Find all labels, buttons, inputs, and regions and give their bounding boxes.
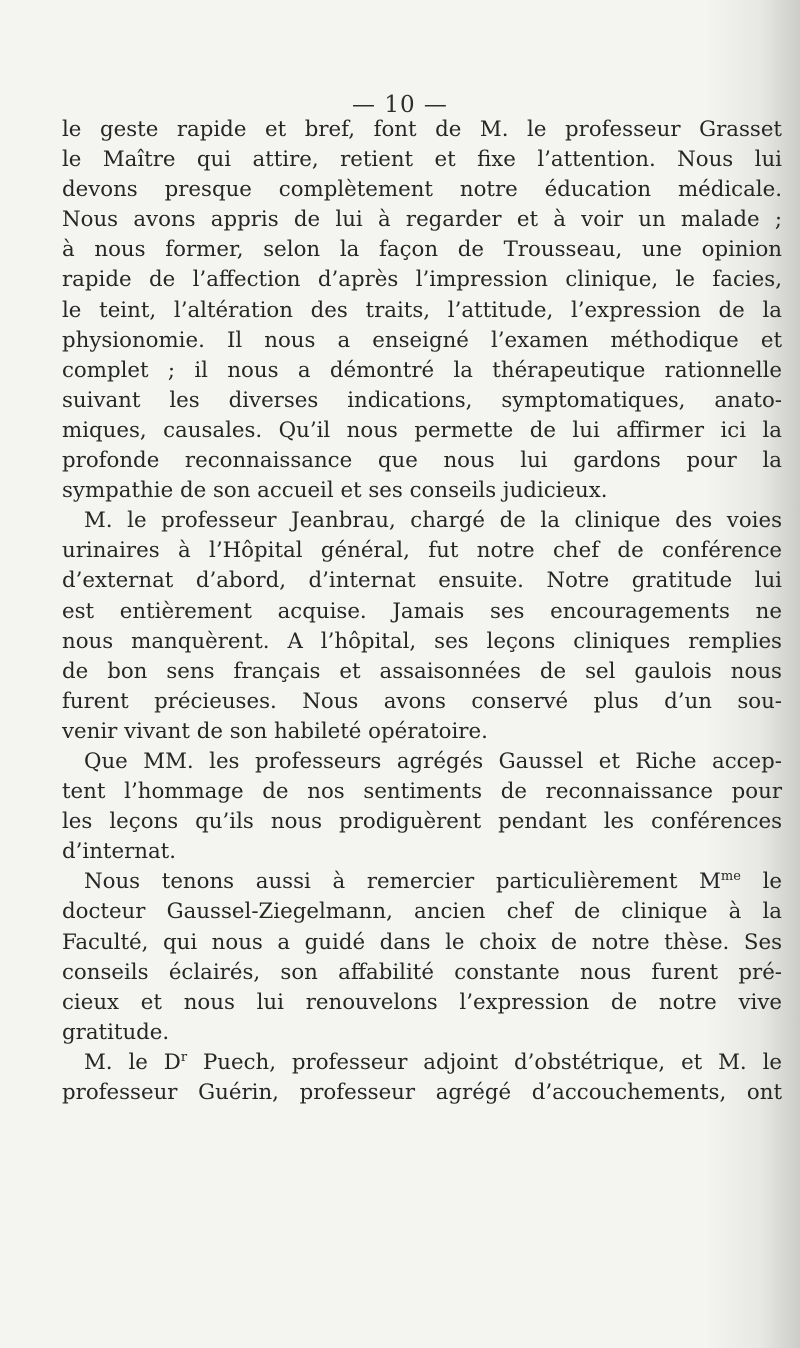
text-line: devons presque complètement notre éducation médicale. xyxy=(62,177,782,203)
body-text xyxy=(62,115,782,1108)
text-line: professeur Guérin, professeur agrégé d’accouchements, ont xyxy=(62,1080,782,1105)
text-line: suivant les diverses indications, symptomatiques, anato- xyxy=(62,387,782,413)
text-line: Faculté, qui nous a guidé dans le choix de notre thèse. Ses xyxy=(62,929,782,955)
superscript: me xyxy=(720,869,741,885)
paragraph-gaussel-ziegelmann xyxy=(62,867,782,1048)
text-line: M. le professeur Jeanbrau, chargé de la clinique des voies xyxy=(84,508,782,534)
text-line: d’internat. xyxy=(62,839,177,865)
text-line: est entièrement acquise. Jamais ses encouragements ne xyxy=(62,598,782,624)
text-line: furent précieuses. Nous avons conservé plus d’un sou- xyxy=(62,688,782,714)
text-line: tent l’hommage de nos sentiments de reconnaissance pour xyxy=(62,779,782,805)
text-line: urinaires à l’Hôpital général, fut notre chef de conférence xyxy=(62,538,782,564)
text-line: Nous avons appris de lui à regarder et à voir un malade ; xyxy=(62,207,782,233)
text-fragment: le xyxy=(740,869,782,895)
paragraph-puech-guerin xyxy=(62,1048,782,1108)
paragraph-grasset xyxy=(62,115,782,506)
text-line: le Maître qui attire, retient et fixe l’attention. Nous lui xyxy=(62,147,782,173)
text-line: cieux et nous lui renouvelons l’expression de notre vive xyxy=(62,989,782,1015)
text-fragment: M. le D xyxy=(84,1049,181,1075)
text-line xyxy=(62,1048,782,1078)
text-line: profonde reconnaissance que nous lui gardons pour la xyxy=(62,448,782,474)
text-line: à nous former, selon la façon de Trousseau, une opinion xyxy=(62,237,782,263)
paragraph-jeanbrau xyxy=(62,506,782,747)
text-line: gratitude. xyxy=(62,1019,170,1045)
text-line: complet ; il nous a démontré la thérapeutique rationnelle xyxy=(62,357,782,383)
text-line: docteur Gaussel-Ziegelmann, ancien chef de clinique à la xyxy=(62,899,782,925)
superscript: r xyxy=(180,1049,188,1065)
text-line: nous manquèrent. A l’hôpital, ses leçons cliniques remplies xyxy=(62,628,782,654)
text-line: le geste rapide et bref, font de M. le professeur Grasset xyxy=(62,117,782,142)
text-line: miques, causales. Qu’il nous permette de lui affirmer ici la xyxy=(62,417,782,443)
paragraph-gaussel-riche xyxy=(62,747,782,867)
text-fragment: Nous tenons aussi à remercier particulièrement M xyxy=(84,869,721,895)
text-line: de bon sens français et assaisonnées de sel gaulois nous xyxy=(62,658,782,684)
text-fragment: Puech, professeur adjoint d’obstétrique, et M. le xyxy=(187,1049,782,1075)
text-line: conseils éclairés, son affabilité constante nous furent pré- xyxy=(62,959,782,985)
page-number: — 10 — xyxy=(352,92,448,118)
text-line: sympathie de son accueil et ses conseils judicieux. xyxy=(62,478,608,504)
text-line: d’externat d’abord, d’internat ensuite. Notre gratitude lui xyxy=(62,568,782,594)
text-line: Que MM. les professeurs agrégés Gaussel et Riche accep- xyxy=(84,748,782,774)
text-line: venir vivant de son habileté opératoire. xyxy=(62,718,488,744)
text-line: les leçons qu’ils nous prodiguèrent pendant les conférences xyxy=(62,809,782,835)
text-line: rapide de l’affection d’après l’impression clinique, le facies, xyxy=(62,267,782,293)
text-line: le teint, l’altération des traits, l’attitude, l’expression de la xyxy=(62,297,782,323)
text-line xyxy=(62,867,782,897)
text-line: physionomie. Il nous a enseigné l’examen méthodique et xyxy=(62,327,782,353)
